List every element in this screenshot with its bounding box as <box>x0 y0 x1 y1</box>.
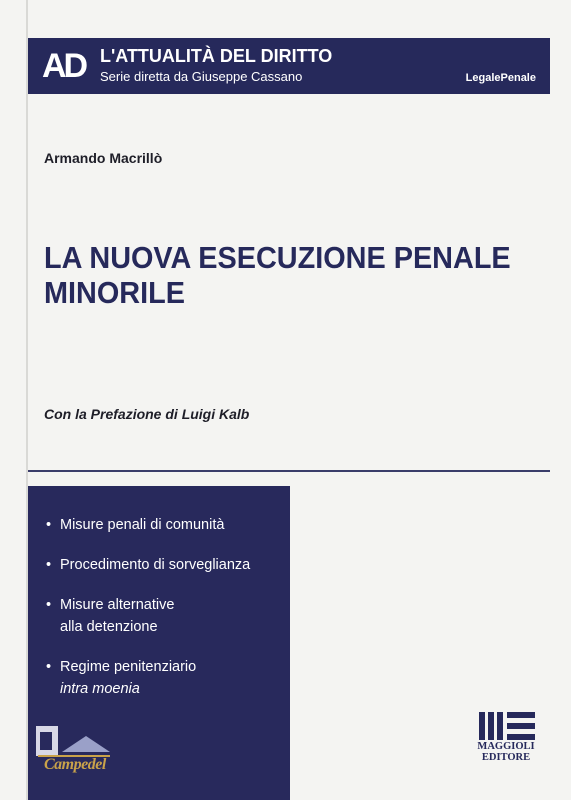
preface-note: Con la Prefazione di Luigi Kalb <box>44 406 250 422</box>
topic-text-line-2: alla detenzione <box>60 619 158 635</box>
bullet: • <box>46 517 52 533</box>
stamp-text: Campedel <box>44 756 106 773</box>
book-title-line-2: MINORILE <box>44 275 185 310</box>
topic-item <box>46 554 250 576</box>
publisher-name <box>473 741 539 763</box>
topic-text-line-2: intra moenia <box>60 681 140 697</box>
series-title: L'ATTUALITÀ DEL DIRITTO <box>100 46 333 66</box>
series-subtitle: Serie diretta da Giuseppe Cassano <box>100 69 303 84</box>
publisher-logo <box>473 712 539 764</box>
topic-text: Misure penali di comunità <box>60 517 225 533</box>
series-tag: LegalePenale <box>465 72 536 84</box>
divider <box>28 470 550 472</box>
topic-text: Regime penitenziario <box>60 659 197 675</box>
author-name: Armando Macrillò <box>44 150 163 166</box>
bullet: • <box>46 597 52 613</box>
topic-text: Misure alternative <box>60 597 175 613</box>
topic-item <box>46 514 224 536</box>
bullet: • <box>46 659 52 675</box>
book-title-line-1: LA NUOVA ESECUZIONE PENALE <box>44 240 511 275</box>
bookseller-stamp <box>34 722 114 782</box>
series-logo: AD <box>42 47 86 85</box>
publisher-name-line-2: EDITORE <box>481 752 531 763</box>
topics-panel <box>28 486 290 800</box>
series-banner <box>28 38 550 94</box>
publisher-name-line-1: MAGGIOLI <box>477 741 535 752</box>
book-title <box>44 240 509 310</box>
topic-item <box>46 656 196 700</box>
maggioli-icon <box>479 712 535 740</box>
bullet: • <box>46 557 52 573</box>
topic-item <box>46 594 174 638</box>
topic-text: Procedimento di sorveglianza <box>60 557 251 573</box>
